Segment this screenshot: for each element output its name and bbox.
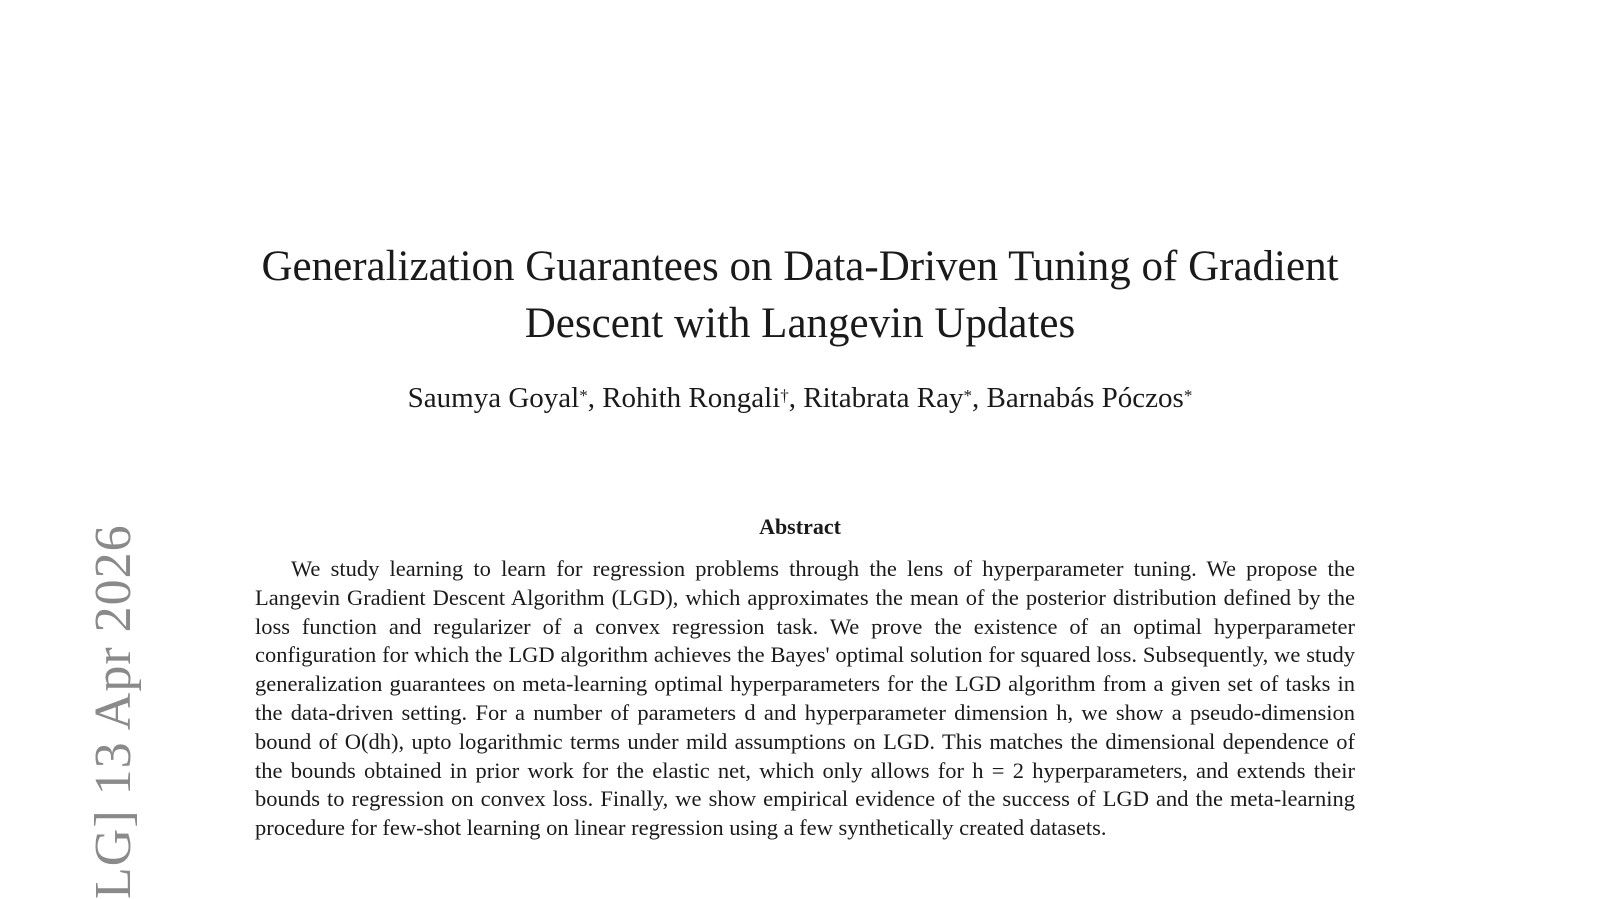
author-2-mark: * — [963, 386, 973, 405]
author-1: Rohith Rongali†, — [602, 382, 804, 414]
abstract-heading: Abstract — [759, 514, 841, 539]
author-list — [200, 380, 1400, 416]
arxiv-side-stamp: LG] 13 Apr 2026 — [85, 524, 142, 899]
author-2: Ritabrata Ray*, — [803, 382, 987, 414]
author-3-mark: * — [1183, 386, 1193, 405]
author-0: Saumya Goyal*, — [407, 382, 603, 414]
author-1-mark: † — [780, 386, 789, 405]
author-3: Barnabás Póczos* — [986, 382, 1193, 414]
paper-title: Generalization Guarantees on Data-Driven Tuning of Gradient Descent with Langevin Updates — [261, 243, 1339, 347]
author-0-mark: * — [579, 386, 588, 405]
abstract-text: We study learning to learn for regression problems through the lens of hyperparameter tuning. We propose the Langevin Gradient Descent Algorithm (LGD), which approximates the mean of the posterior distribution defined by the loss function and regularizer of a convex regression task. We prove the existence of an optimal hyperparameter configuration for which the LGD algorithm achieves the Bayes' optimal solution for squared loss. Subsequently, we study generalization guarantees on meta-learning optimal hyperparameters for the LGD algorithm from a given set of tasks in the data-driven setting. For a number of parameters d and hyperparameter dimension h, we show a pseudo-dimension bound of O(dh), upto logarithmic terms under mild assumptions on LGD. This matches the dimensional dependence of the bounds obtained in prior work for the elastic net, which only allows for h = 2 hyperparameters, and extends their bounds to regression on convex loss. Finally, we show empirical evidence of the success of LGD and the meta-learning procedure for few-shot learning on linear regression using a few synthetically created datasets. — [255, 556, 1355, 841]
